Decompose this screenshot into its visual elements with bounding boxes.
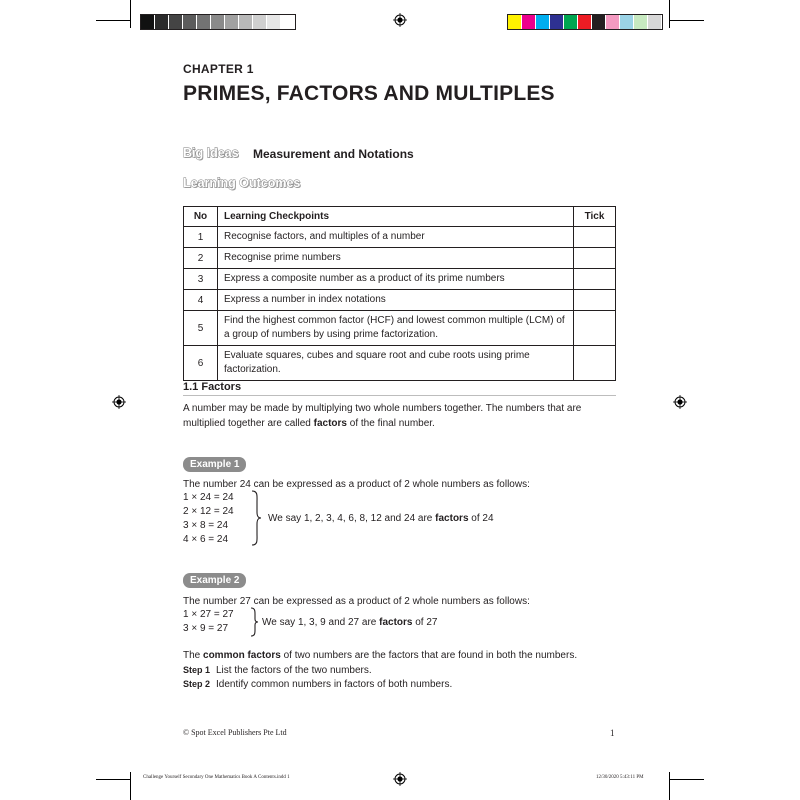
learning-outcomes-label: Learning Outcomes <box>183 176 301 190</box>
color-swatch <box>536 15 550 29</box>
conclusion-bold-term: factors <box>435 513 469 524</box>
conclusion-text-end: of 24 <box>468 513 494 524</box>
color-swatch <box>281 15 295 29</box>
intro-bold-term: factors <box>313 418 347 429</box>
color-swatch <box>634 15 648 29</box>
gray-color-bar <box>140 14 296 30</box>
registration-mark-icon <box>393 13 407 27</box>
chapter-label: CHAPTER 1 <box>183 62 254 76</box>
step-1 <box>183 663 372 678</box>
step-label: Step 2 <box>183 679 211 689</box>
example-1-conclusion <box>268 511 494 526</box>
row-checkpoint: Recognise factors, and multiples of a number <box>218 227 574 248</box>
tick-cell[interactable] <box>574 269 616 290</box>
crop-mark <box>669 772 670 800</box>
definition-text: The <box>183 650 204 661</box>
color-swatch <box>592 15 606 29</box>
color-swatch <box>155 15 169 29</box>
column-header-tick: Tick <box>574 207 616 227</box>
row-checkpoint: Evaluate squares, cubes and square root and cube roots using prime factorization. <box>218 346 574 381</box>
row-checkpoint: Recognise prime numbers <box>218 248 574 269</box>
equation: 3 × 8 = 24 <box>183 520 229 531</box>
example-2-conclusion <box>262 615 438 630</box>
step-text: Identify common numbers in factors of both numbers. <box>216 679 453 690</box>
color-swatch <box>239 15 253 29</box>
conclusion-text: We say 1, 3, 9 and 27 are <box>262 617 380 628</box>
table-row <box>184 269 616 290</box>
conclusion-bold-term: factors <box>379 617 413 628</box>
table-row <box>184 248 616 269</box>
column-header-checkpoints: Learning Checkpoints <box>218 207 574 227</box>
color-swatch <box>225 15 239 29</box>
learning-checkpoints-table <box>183 206 616 381</box>
column-header-no: No <box>184 207 218 227</box>
equation: 2 × 12 = 24 <box>183 506 234 517</box>
process-color-bar <box>507 14 663 30</box>
registration-mark-icon <box>112 395 126 409</box>
step-2 <box>183 677 452 692</box>
crop-mark <box>130 0 131 28</box>
row-number: 3 <box>184 269 218 290</box>
equation: 1 × 27 = 27 <box>183 609 234 620</box>
tick-cell[interactable] <box>574 248 616 269</box>
row-number: 2 <box>184 248 218 269</box>
table-row <box>184 346 616 381</box>
color-swatch <box>522 15 536 29</box>
example-1-equations <box>183 491 234 547</box>
section-intro <box>183 401 623 431</box>
row-number: 1 <box>184 227 218 248</box>
table-header-row <box>184 207 616 227</box>
color-swatch <box>141 15 155 29</box>
brace-icon <box>249 490 263 546</box>
row-number: 5 <box>184 311 218 346</box>
example-2-equations <box>183 608 234 636</box>
common-factors-definition <box>183 648 623 663</box>
page-number: 1 <box>610 728 615 738</box>
color-swatch <box>169 15 183 29</box>
slug-timestamp: 12/30/2020 5:43:11 PM <box>596 775 644 780</box>
table-row <box>184 227 616 248</box>
tick-cell[interactable] <box>574 227 616 248</box>
example-2-badge: Example 2 <box>183 573 246 588</box>
color-swatch <box>183 15 197 29</box>
color-swatch <box>267 15 281 29</box>
definition-bold-term: common factors <box>203 650 281 661</box>
color-swatch <box>606 15 620 29</box>
crop-mark <box>96 20 130 21</box>
conclusion-text-end: of 27 <box>412 617 438 628</box>
registration-mark-icon <box>393 772 407 786</box>
copyright-notice: © Spot Excel Publishers Pte Ltd <box>183 728 287 737</box>
color-swatch <box>211 15 225 29</box>
tick-cell[interactable] <box>574 290 616 311</box>
table-row <box>184 290 616 311</box>
crop-mark <box>670 779 704 780</box>
color-swatch <box>550 15 564 29</box>
row-checkpoint: Find the highest common factor (HCF) and lowest common multiple (LCM) of a group of numbers by using prime factorization. <box>218 311 574 346</box>
intro-text-end: of the final number. <box>347 418 435 429</box>
step-label: Step 1 <box>183 665 211 675</box>
color-swatch <box>648 15 662 29</box>
crop-mark <box>130 772 131 800</box>
intro-text: A number may be made by multiplying two whole numbers together. The numbers that are multiplied together are called <box>183 403 582 429</box>
big-ideas-text: Measurement and Notations <box>253 147 414 161</box>
big-ideas-label: Big Ideas <box>183 146 239 160</box>
row-checkpoint: Express a composite number as a product of its prime numbers <box>218 269 574 290</box>
color-swatch <box>578 15 592 29</box>
tick-cell[interactable] <box>574 311 616 346</box>
row-number: 6 <box>184 346 218 381</box>
definition-text-end: of two numbers are the factors that are found in both the numbers. <box>280 650 578 661</box>
example-1-badge: Example 1 <box>183 457 246 472</box>
conclusion-text: We say 1, 2, 3, 4, 6, 8, 12 and 24 are <box>268 513 436 524</box>
row-number: 4 <box>184 290 218 311</box>
color-swatch <box>508 15 522 29</box>
equation: 4 × 6 = 24 <box>183 534 229 545</box>
color-swatch <box>620 15 634 29</box>
row-checkpoint: Express a number in index notations <box>218 290 574 311</box>
brace-icon <box>248 607 260 637</box>
color-swatch <box>253 15 267 29</box>
tick-cell[interactable] <box>574 346 616 381</box>
equation: 3 × 9 = 27 <box>183 623 229 634</box>
table-row <box>184 311 616 346</box>
equation: 1 × 24 = 24 <box>183 492 234 503</box>
crop-mark <box>670 20 704 21</box>
chapter-title: PRIMES, FACTORS AND MULTIPLES <box>183 82 555 105</box>
color-swatch <box>197 15 211 29</box>
registration-mark-icon <box>673 395 687 409</box>
color-swatch <box>564 15 578 29</box>
step-text: List the factors of the two numbers. <box>216 665 372 676</box>
crop-mark <box>669 0 670 28</box>
slug-filename: Challenge Yourself Secondary One Mathematics Book A Contents.indd 1 <box>143 775 290 780</box>
example-1-lead: The number 24 can be expressed as a product of 2 whole numbers as follows: <box>183 479 530 490</box>
example-2-lead: The number 27 can be expressed as a product of 2 whole numbers as follows: <box>183 596 530 607</box>
crop-mark <box>96 779 130 780</box>
section-title: 1.1 Factors <box>183 381 616 396</box>
